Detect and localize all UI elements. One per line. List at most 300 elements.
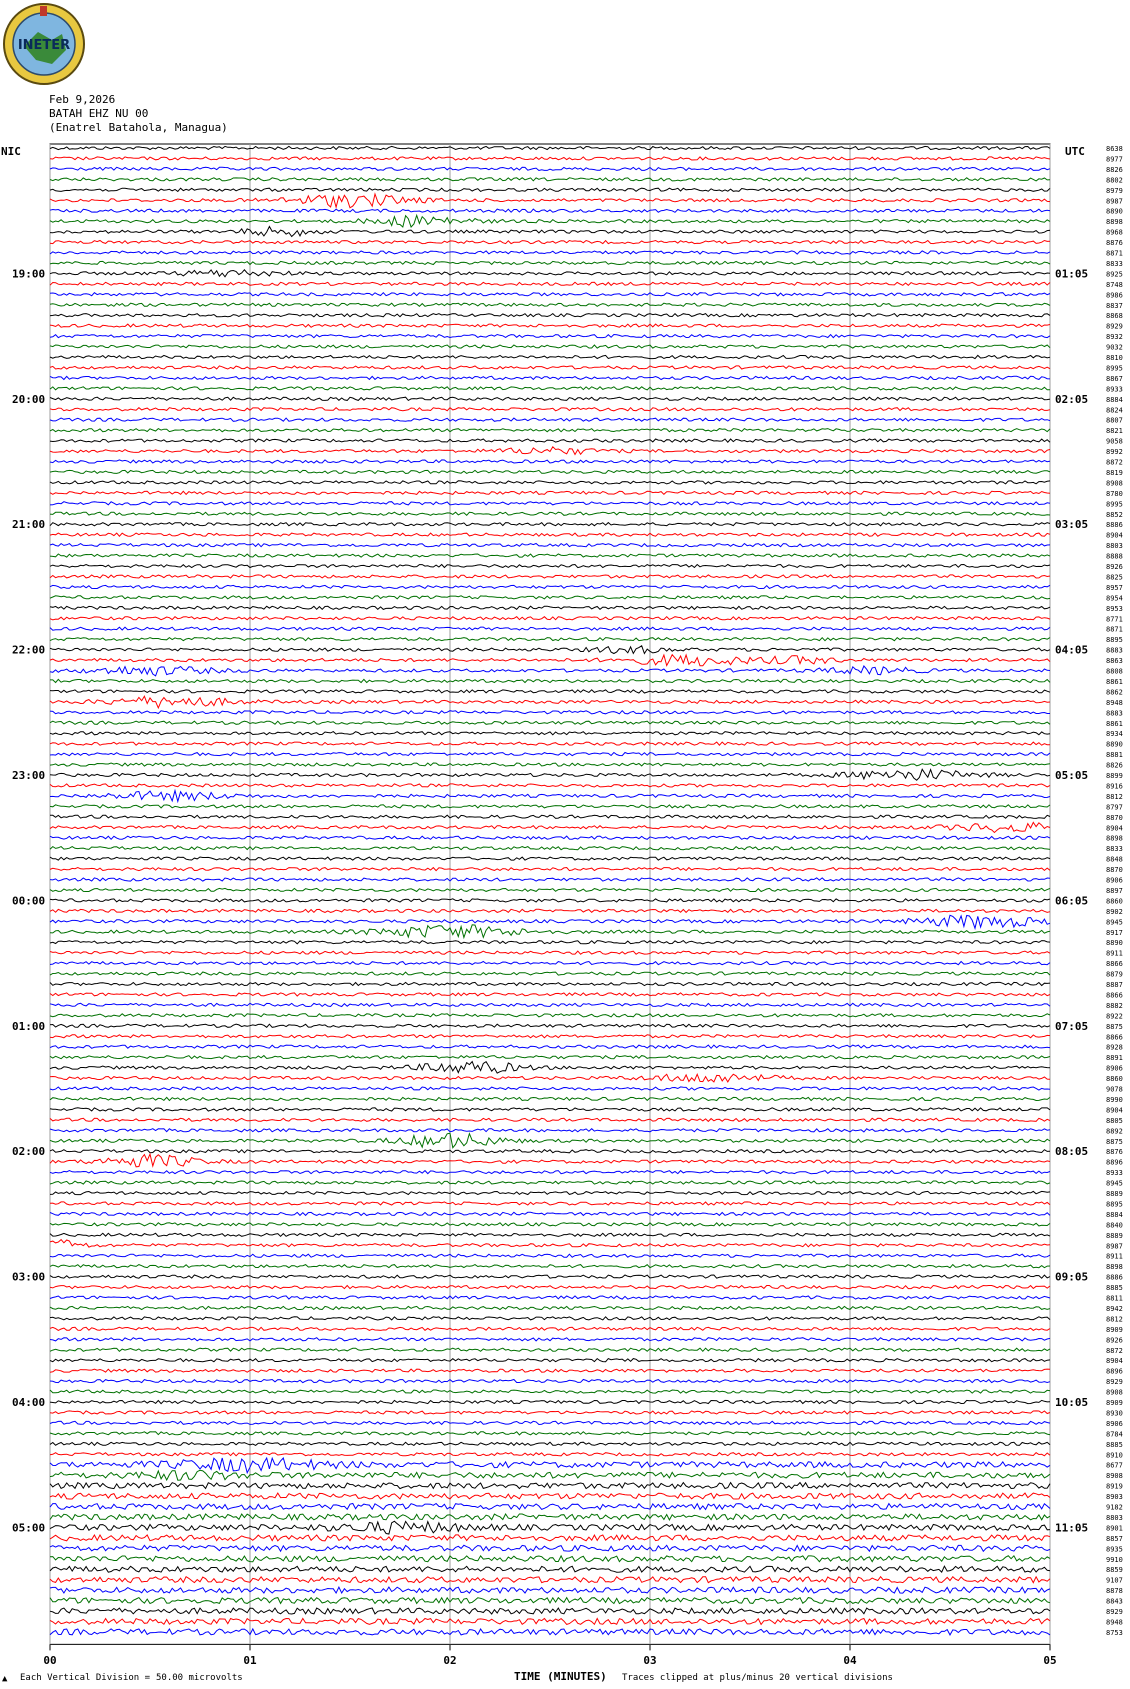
trace-level-label: 8878 [1106, 1587, 1123, 1596]
trace-level-label: 8826 [1106, 165, 1123, 174]
right-hour-label: 02:05 [1055, 392, 1089, 406]
trace-level-label: 8843 [1106, 1597, 1123, 1606]
trace-level-label: 8977 [1106, 155, 1123, 164]
seismic-trace [50, 982, 1050, 985]
left-hour-label: 04:00 [12, 1396, 46, 1409]
trace-level-label: 8890 [1106, 207, 1123, 216]
seismic-trace [50, 1202, 1050, 1205]
trace-level-label: 8876 [1106, 239, 1123, 248]
trace-level-label: 8904 [1106, 1357, 1123, 1366]
seismic-trace [50, 1390, 1050, 1393]
clip-note: Traces clipped at plus/minus 20 vertical divisions [622, 1673, 893, 1683]
trace-level-label: 8885 [1106, 1284, 1123, 1293]
seismic-trace [50, 1003, 1050, 1006]
seismic-trace [50, 227, 1050, 237]
seismic-trace [50, 1369, 1050, 1372]
trace-level-label: 8895 [1106, 1200, 1123, 1209]
trace-level-label: 8811 [1106, 1294, 1123, 1303]
seismic-trace [50, 293, 1050, 296]
seismic-trace [50, 805, 1050, 808]
trace-level-label: 8887 [1106, 981, 1123, 989]
seismic-trace [50, 1240, 1050, 1248]
seismic-trace [50, 888, 1050, 891]
seismic-trace [50, 941, 1050, 944]
trace-level-label: 8889 [1106, 1190, 1123, 1198]
seismic-trace [50, 1035, 1050, 1038]
logo-text: INETER [17, 38, 71, 53]
trace-level-label: 8780 [1106, 489, 1123, 498]
trace-level-label: 8899 [1106, 772, 1123, 780]
seismic-trace [50, 408, 1050, 411]
trace-level-label: 8883 [1106, 709, 1123, 718]
seismic-trace [50, 397, 1050, 400]
right-hour-label: 05:05 [1055, 769, 1089, 782]
trace-level-label: 8882 [1106, 1001, 1123, 1010]
trace-level-label: 8890 [1106, 939, 1123, 948]
trace-level-label: 8990 [1106, 1095, 1123, 1104]
seismic-trace [50, 387, 1050, 390]
trace-level-label: 8803 [1106, 1513, 1123, 1522]
trace-level-label: 8884 [1106, 1210, 1123, 1219]
trace-level-label: 8867 [1106, 374, 1123, 383]
seismic-trace [50, 769, 1050, 780]
seismic-trace [50, 763, 1050, 766]
trace-level-label: 8896 [1106, 1158, 1123, 1167]
seismic-trace [50, 1056, 1050, 1059]
seismic-trace [50, 836, 1050, 839]
trace-level-label: 8862 [1106, 688, 1123, 697]
seismic-trace [50, 447, 1050, 455]
trace-level-label: 8934 [1106, 730, 1123, 739]
left-timezone-label: NIC [1, 145, 21, 158]
scale-label: Each Vertical Division = [20, 1673, 151, 1683]
seismic-trace [50, 925, 1050, 938]
seismic-trace [50, 261, 1050, 264]
seismic-trace [50, 1566, 1050, 1572]
seismic-trace [50, 868, 1050, 871]
trace-level-label: 8902 [1106, 907, 1123, 916]
trace-level-label: 9058 [1106, 437, 1123, 446]
seismic-trace [50, 1470, 1050, 1480]
seismic-trace [50, 470, 1050, 473]
seismic-trace [50, 690, 1050, 693]
trace-level-label: 8881 [1106, 751, 1123, 760]
seismic-trace [50, 1432, 1050, 1435]
trace-level-label: 8888 [1106, 552, 1123, 561]
seismic-trace [50, 606, 1050, 609]
left-hour-label: 19:00 [12, 267, 46, 281]
seismic-trace [50, 951, 1050, 954]
seismic-trace [50, 742, 1050, 745]
trace-level-label: 8863 [1106, 657, 1123, 666]
right-hour-label: 03:05 [1055, 518, 1089, 532]
trace-level-label: 8898 [1106, 1263, 1123, 1272]
trace-level-label: 8908 [1106, 1472, 1123, 1481]
trace-level-label: 8895 [1106, 636, 1123, 645]
seismic-trace [50, 1619, 1050, 1625]
trace-level-label: 8906 [1106, 876, 1123, 885]
trace-level-label: 8909 [1106, 1325, 1123, 1334]
seismic-trace [50, 627, 1050, 630]
seismic-trace [50, 1118, 1050, 1121]
trace-level-label: 8948 [1106, 698, 1123, 707]
seismic-trace [50, 215, 1050, 227]
trace-level-label: 8992 [1106, 448, 1123, 457]
trace-level-label: 8929 [1106, 322, 1123, 331]
seismic-trace [50, 822, 1050, 832]
seismic-trace [50, 1286, 1050, 1289]
seismic-trace [50, 1074, 1050, 1082]
seismic-trace [50, 146, 1050, 149]
trace-level-label: 8926 [1106, 563, 1123, 571]
seismic-trace [50, 366, 1050, 369]
seismic-trace [50, 585, 1050, 588]
trace-level-label: 8926 [1106, 1336, 1123, 1345]
right-hour-label: 06:05 [1055, 894, 1089, 908]
seismic-trace [50, 1338, 1050, 1341]
seismic-trace [50, 1306, 1050, 1309]
trace-level-label: 8821 [1106, 427, 1123, 436]
right-hour-label: 07:05 [1055, 1019, 1089, 1033]
trace-level-label: 8748 [1106, 280, 1123, 289]
date-label: Feb 9,2026 [49, 93, 116, 106]
seismic-trace [50, 1380, 1050, 1383]
scale-value: 50.00 microvolts [156, 1673, 243, 1683]
seismic-trace [50, 909, 1050, 912]
trace-level-label: 8753 [1106, 1628, 1123, 1637]
seismic-trace [50, 565, 1050, 568]
trace-level-label: 8942 [1106, 1304, 1123, 1313]
trace-level-label: 8819 [1106, 468, 1123, 477]
trace-level-label: 8859 [1106, 1566, 1123, 1575]
right-hour-label: 11:05 [1055, 1521, 1089, 1535]
seismic-trace [50, 732, 1050, 735]
seismic-trace [50, 1504, 1050, 1510]
trace-level-label: 8803 [1106, 542, 1123, 551]
trace-level-label: 8903 [1106, 1493, 1123, 1502]
seismic-trace [50, 1545, 1050, 1551]
trace-level-label: 8897 [1106, 886, 1123, 895]
trace-level-label: 8932 [1106, 333, 1123, 342]
right-hour-label: 08:05 [1055, 1145, 1089, 1159]
seismic-trace [50, 791, 1050, 802]
seismic-trace [50, 1587, 1050, 1593]
trace-level-label: 8852 [1106, 510, 1123, 519]
left-hour-label: 02:00 [12, 1145, 46, 1159]
trace-level-label: 8812 [1106, 1315, 1123, 1324]
trace-level-label: 8784 [1106, 1430, 1123, 1439]
trace-level-label: 8837 [1106, 301, 1123, 310]
trace-level-label: 8906 [1106, 1419, 1123, 1428]
trace-level-label: 8925 [1106, 270, 1123, 279]
left-hour-label: 00:00 [12, 894, 46, 908]
right-hour-label: 10:05 [1055, 1396, 1089, 1409]
trace-level-label: 8886 [1106, 521, 1123, 530]
trace-level-label: 8896 [1106, 1367, 1123, 1376]
trace-level-label: 8909 [1106, 1399, 1123, 1407]
seismic-trace [50, 1629, 1050, 1635]
trace-level-label: 8935 [1106, 1545, 1123, 1554]
x-tick-label: 00 [43, 1654, 57, 1667]
trace-level-label: 8891 [1106, 1054, 1123, 1063]
trace-level-label: 8861 [1106, 719, 1123, 728]
seismic-trace [50, 157, 1050, 160]
trace-level-label: 8871 [1106, 625, 1123, 634]
trace-level-label: 8890 [1106, 740, 1123, 749]
seismic-trace [50, 1181, 1050, 1184]
seismic-trace [50, 646, 1050, 654]
trace-level-label: 8857 [1106, 1534, 1123, 1543]
trace-level-label: 8807 [1106, 416, 1123, 425]
seismic-trace [50, 847, 1050, 850]
seismic-trace [50, 270, 1050, 277]
seismic-trace [50, 345, 1050, 348]
seismic-trace [50, 1087, 1050, 1090]
seismic-trace [50, 753, 1050, 756]
seismic-trace [50, 696, 1050, 708]
seismic-trace [50, 1024, 1050, 1027]
right-hour-label: 04:05 [1055, 643, 1089, 657]
seismic-trace [50, 711, 1050, 714]
trace-level-label: 8805 [1106, 1116, 1123, 1125]
x-tick-label: 03 [643, 1654, 657, 1667]
seismic-trace [50, 554, 1050, 557]
trace-level-label: 9910 [1106, 1555, 1123, 1564]
trace-level-label: 8908 [1106, 1388, 1123, 1397]
trace-level-label: 8910 [1106, 1451, 1123, 1460]
seismic-trace [50, 784, 1050, 787]
trace-level-label: 8953 [1106, 604, 1123, 613]
trace-level-label: 8933 [1106, 385, 1123, 394]
trace-level-label: 8824 [1106, 406, 1123, 415]
seismic-trace [50, 1254, 1050, 1257]
seismic-trace [50, 460, 1050, 463]
trace-level-label: 8945 [1106, 918, 1123, 927]
left-hour-label: 21:00 [12, 518, 46, 532]
trace-level-label: 8954 [1106, 594, 1123, 603]
trace-level-label: 8875 [1106, 1022, 1123, 1031]
trace-level-label: 8928 [1106, 1043, 1123, 1052]
seismic-trace [50, 439, 1050, 442]
seismic-trace [50, 335, 1050, 338]
trace-level-label: 8840 [1106, 1221, 1123, 1230]
x-axis-title: TIME (MINUTES) [514, 1670, 607, 1683]
trace-level-label: 8797 [1106, 803, 1123, 812]
trace-level-label: 8870 [1106, 866, 1123, 875]
trace-level-label: 8957 [1106, 583, 1123, 592]
seismic-trace [50, 915, 1050, 928]
trace-level-label: 8861 [1106, 677, 1123, 686]
seismic-trace [50, 418, 1050, 421]
trace-level-label: 8866 [1106, 991, 1123, 1000]
trace-level-label: 8945 [1106, 1179, 1123, 1188]
x-tick-label: 05 [1043, 1654, 1057, 1667]
seismic-trace [50, 1608, 1050, 1614]
trace-level-label: 8833 [1106, 845, 1123, 854]
trace-level-label: 8879 [1106, 970, 1123, 979]
seismic-trace [50, 209, 1050, 212]
seismic-trace [50, 1327, 1050, 1330]
seismic-trace [50, 1535, 1050, 1541]
trace-level-label: 8933 [1106, 1169, 1123, 1178]
trace-level-label: 8979 [1106, 186, 1123, 195]
left-hour-label: 05:00 [12, 1521, 46, 1535]
seismic-trace [50, 502, 1050, 505]
seismic-trace [50, 1171, 1050, 1174]
seismic-trace [50, 1062, 1050, 1074]
seismic-trace [50, 1411, 1050, 1414]
trace-level-label: 8886 [1106, 1273, 1123, 1282]
seismic-trace [50, 1400, 1050, 1403]
trace-level-label: 8904 [1106, 824, 1123, 833]
seismic-trace [50, 481, 1050, 484]
trace-level-label: 8866 [1106, 1033, 1123, 1042]
trace-level-label: 8906 [1106, 1064, 1123, 1073]
x-tick-label: 02 [443, 1654, 457, 1667]
seismic-trace [50, 1014, 1050, 1017]
seismic-trace [50, 655, 1050, 666]
seismic-trace [50, 1453, 1050, 1456]
trace-level-label: 8875 [1106, 1137, 1123, 1146]
seismic-trace [50, 324, 1050, 327]
trace-level-label: 8987 [1106, 197, 1123, 206]
seismic-trace [50, 491, 1050, 494]
seismic-trace [50, 1296, 1050, 1299]
seismic-trace [50, 1556, 1050, 1562]
seismic-trace [50, 167, 1050, 170]
seismic-trace [50, 1493, 1050, 1499]
seismic-trace [50, 1442, 1050, 1445]
seismic-trace [50, 1317, 1050, 1320]
trace-level-label: 8904 [1106, 1106, 1123, 1115]
seismic-trace [50, 241, 1050, 244]
trace-level-label: 8812 [1106, 792, 1123, 801]
seismic-trace [50, 178, 1050, 181]
trace-level-label: 8917 [1106, 928, 1123, 937]
right-hour-label: 01:05 [1055, 267, 1089, 281]
seismic-trace [50, 1154, 1050, 1167]
trace-level-label: 8876 [1106, 1148, 1123, 1157]
trace-level-label: 8892 [1106, 1127, 1123, 1136]
trace-level-label: 8826 [1106, 761, 1123, 770]
seismic-trace [50, 679, 1050, 682]
left-hour-label: 01:00 [12, 1019, 46, 1033]
trace-level-label: 8638 [1106, 145, 1123, 153]
seismic-trace [50, 972, 1050, 975]
left-hour-label: 03:00 [12, 1270, 46, 1284]
seismic-trace [50, 523, 1050, 526]
trace-level-label: 8802 [1106, 176, 1123, 185]
trace-level-label: 8808 [1106, 667, 1123, 676]
trace-level-label: 8885 [1106, 1440, 1123, 1449]
trace-level-label: 8911 [1106, 949, 1123, 958]
trace-level-label: 8872 [1106, 1346, 1123, 1355]
trace-level-label: 8871 [1106, 249, 1123, 258]
trace-level-label: 8995 [1106, 364, 1123, 373]
trace-level-label: 8866 [1106, 960, 1123, 969]
trace-level-label: 8929 [1106, 1378, 1123, 1387]
seismic-trace [50, 1223, 1050, 1226]
plot-frame [50, 144, 1050, 1644]
trace-level-label: 8904 [1106, 531, 1123, 540]
seismic-trace [50, 1212, 1050, 1215]
right-hour-label: 09:05 [1055, 1270, 1089, 1284]
seismic-trace [50, 575, 1050, 578]
seismic-trace [50, 878, 1050, 881]
right-timezone-label: UTC [1065, 145, 1085, 158]
trace-level-label: 8677 [1106, 1461, 1123, 1470]
seismic-trace [50, 1108, 1050, 1111]
left-hour-label: 20:00 [12, 392, 46, 406]
station-label: BATAH EHZ NU 00 [49, 107, 149, 120]
seismic-trace [50, 303, 1050, 306]
x-tick-label: 04 [843, 1654, 857, 1667]
seismic-trace [50, 1598, 1050, 1604]
trace-level-label: 8995 [1106, 500, 1123, 509]
seismic-trace [50, 899, 1050, 902]
seismic-trace [50, 1514, 1050, 1520]
seismic-trace [50, 355, 1050, 358]
seismic-trace [50, 1133, 1050, 1148]
seismic-trace [50, 815, 1050, 818]
trace-level-label: 8825 [1106, 573, 1123, 582]
seismic-trace [50, 188, 1050, 191]
seismic-trace [50, 1483, 1050, 1489]
seismic-trace [50, 429, 1050, 432]
trace-level-label: 8916 [1106, 782, 1123, 791]
seismic-trace [50, 1577, 1050, 1583]
scale-marker-icon: ▲ [2, 1674, 8, 1684]
seismic-trace [50, 1275, 1050, 1278]
seismic-trace [50, 314, 1050, 317]
seismic-trace [50, 1045, 1050, 1048]
trace-level-label: 8898 [1106, 834, 1123, 843]
trace-level-label: 8860 [1106, 1075, 1123, 1084]
seismic-trace [50, 1359, 1050, 1362]
seismic-trace [50, 1233, 1050, 1236]
left-hour-label: 23:00 [12, 769, 46, 782]
trace-level-label: 8884 [1106, 395, 1123, 404]
trace-level-label: 9182 [1106, 1503, 1123, 1512]
trace-level-label: 8872 [1106, 458, 1123, 467]
trace-level-label: 8848 [1106, 855, 1123, 864]
seismic-trace [50, 1265, 1050, 1268]
trace-level-label: 8901 [1106, 1524, 1123, 1533]
trace-level-label: 8870 [1106, 813, 1123, 822]
seismic-trace [50, 596, 1050, 599]
seismic-trace [50, 376, 1050, 379]
seismic-trace [50, 857, 1050, 860]
trace-level-label: 8860 [1106, 897, 1123, 906]
seismic-trace [50, 512, 1050, 515]
location-label: (Enatrel Batahola, Managua) [49, 121, 228, 134]
seismic-trace [50, 1191, 1050, 1194]
trace-level-label: 9078 [1106, 1085, 1123, 1094]
seismic-trace [50, 1421, 1050, 1424]
seismic-trace [50, 1129, 1050, 1132]
trace-level-label: 8987 [1106, 1242, 1123, 1251]
seismic-trace [50, 194, 1050, 208]
trace-level-label: 9032 [1106, 343, 1123, 352]
trace-level-label: 8908 [1106, 479, 1123, 488]
trace-level-label: 8968 [1106, 228, 1123, 237]
trace-level-label: 8810 [1106, 354, 1123, 362]
trace-level-label: 8929 [1106, 1608, 1123, 1616]
trace-level-label: 8986 [1106, 291, 1123, 300]
seismic-trace [50, 721, 1050, 724]
trace-level-label: 8898 [1106, 218, 1123, 227]
seismic-trace [50, 544, 1050, 547]
